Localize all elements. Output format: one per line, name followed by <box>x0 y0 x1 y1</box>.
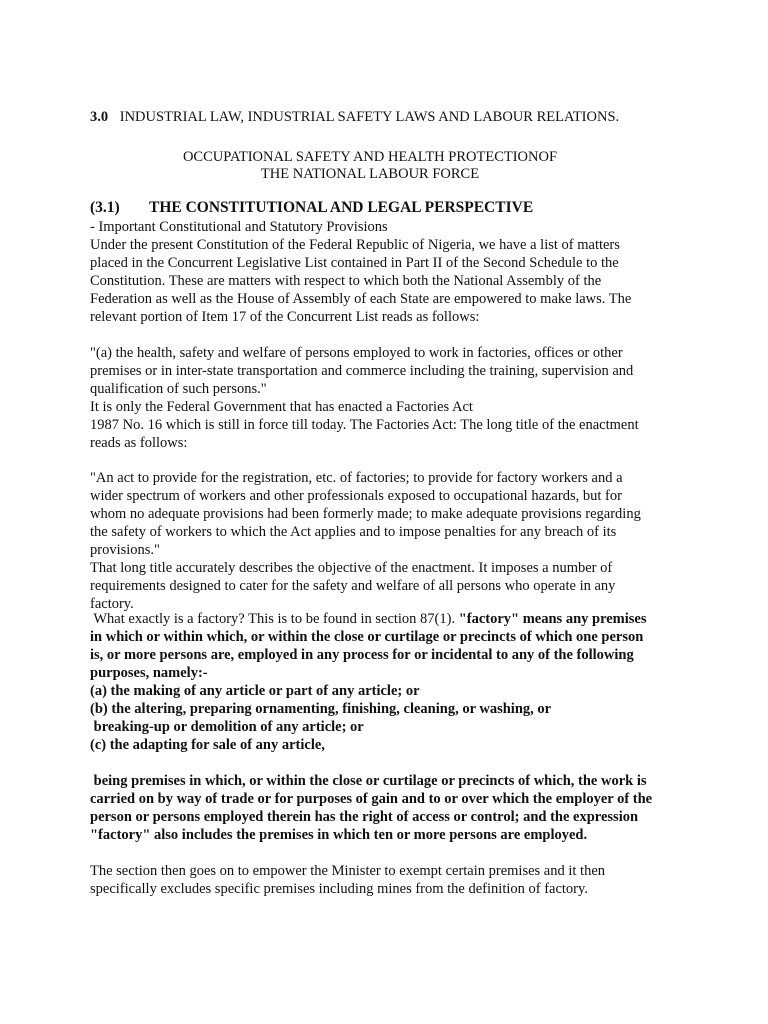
text-line: placed in the Concurrent Legislative List contained in Part II of the Second Schedule to the <box>90 255 619 271</box>
definition-line: carried on by way of trade or for purposes of gain and to or over which the employer of the <box>90 791 653 807</box>
definition-line: "factory" also includes the premises in which ten or more persons are employed. <box>90 827 588 843</box>
subheading-line-1: OCCUPATIONAL SAFETY AND HEALTH PROTECTIONOF <box>182 149 558 165</box>
text-line: relevant portion of Item 17 of the Concurrent List reads as follows: <box>90 309 480 325</box>
text-line: reads as follows: <box>90 435 188 451</box>
text-line: requirements designed to cater for the safety and welfare of all persons who operate in any <box>90 578 616 594</box>
definition-line: in which or within which, or within the close or curtilage or precincts of which one person <box>90 629 644 645</box>
text-line: The section then goes on to empower the Minister to exempt certain premises and it then <box>90 863 606 879</box>
text-line: wider spectrum of workers and other professionals exposed to occupational hazards, but for <box>90 488 622 504</box>
paragraph-constitution <box>90 236 690 326</box>
definition-line: is, or more persons are, employed in any process for or incidental to any of the following <box>90 647 634 663</box>
paragraph-exemptions <box>90 862 690 898</box>
text-line: Under the present Constitution of the Federal Republic of Nigeria, we have a list of matters <box>90 237 620 253</box>
chapter-number: 3.0 <box>90 109 109 125</box>
section-number: (3.1) <box>90 199 120 216</box>
text-line: It is only the Federal Government that has enacted a Factories Act <box>90 399 473 415</box>
chapter-title: INDUSTRIAL LAW, INDUSTRIAL SAFETY LAWS AND LABOUR RELATIONS. <box>119 109 620 125</box>
text-line: 1987 No. 16 which is still in force till today. The Factories Act: The long title of the enactment <box>90 417 639 433</box>
text-line: factory. <box>90 596 134 612</box>
definition-line: being premises in which, or within the close or curtilage or precincts of which, the work is <box>90 773 647 789</box>
section-title: THE CONSTITUTIONAL AND LEGAL PERSPECTIVE <box>149 199 534 216</box>
paragraph-long-title <box>90 469 690 613</box>
paragraph-factory-definition <box>90 628 700 754</box>
text-line: "An act to provide for the registration, etc. of factories; to provide for factory workers and a <box>90 470 623 486</box>
text-line: Constitution. These are matters with respect to which both the National Assembly of the <box>90 273 602 289</box>
paragraph-item-17 <box>90 344 690 452</box>
section-subtitle-text: - Important Constitutional and Statutory Provisions <box>90 219 388 235</box>
definition-line: person or persons employed therein has the right of access or control; and the expression <box>90 809 639 825</box>
section-subtitle <box>90 218 690 236</box>
text-line: premises or in inter-state transportation and commerce including the training, supervision and <box>90 363 634 379</box>
text-line: Federation as well as the House of Assembly of each State are empowered to make laws. The <box>90 291 632 307</box>
text-line: That long title accurately describes the objective of the enactment. It imposes a number of <box>90 560 613 576</box>
definition-line: purposes, namely:- <box>90 665 208 681</box>
text-line: "(a) the health, safety and welfare of persons employed to work in factories, offices or other <box>90 345 623 361</box>
factory-lead-line <box>90 610 690 628</box>
subheading-line-2: THE NATIONAL LABOUR FORCE <box>260 166 480 182</box>
text-line: whom no adequate provisions had been formerly made; to make adequate provisions regarding <box>90 506 641 522</box>
chapter-heading <box>90 109 619 126</box>
definition-line: (c) the adapting for sale of any article, <box>90 737 325 753</box>
definition-line: breaking-up or demolition of any article; or <box>90 719 364 735</box>
factory-lead-plain: What exactly is a factory? This is to be found in section 87(1). <box>90 611 459 627</box>
text-line: specifically excludes specific premises including mines from the definition of factory. <box>90 881 588 897</box>
paragraph-factory-lead <box>90 610 690 628</box>
definition-line: (a) the making of any article or part of any article; or <box>90 683 420 699</box>
factory-lead-bold: "factory" means any premises <box>458 611 647 627</box>
text-line: provisions." <box>90 542 160 558</box>
text-line: qualification of such persons." <box>90 381 267 397</box>
definition-line: (b) the altering, preparing ornamenting, finishing, cleaning, or washing, or <box>90 701 552 717</box>
section-heading <box>90 199 534 217</box>
text-line: the safety of workers to which the Act applies and to impose penalties for any breach of its <box>90 524 617 540</box>
paragraph-premises <box>90 772 700 844</box>
